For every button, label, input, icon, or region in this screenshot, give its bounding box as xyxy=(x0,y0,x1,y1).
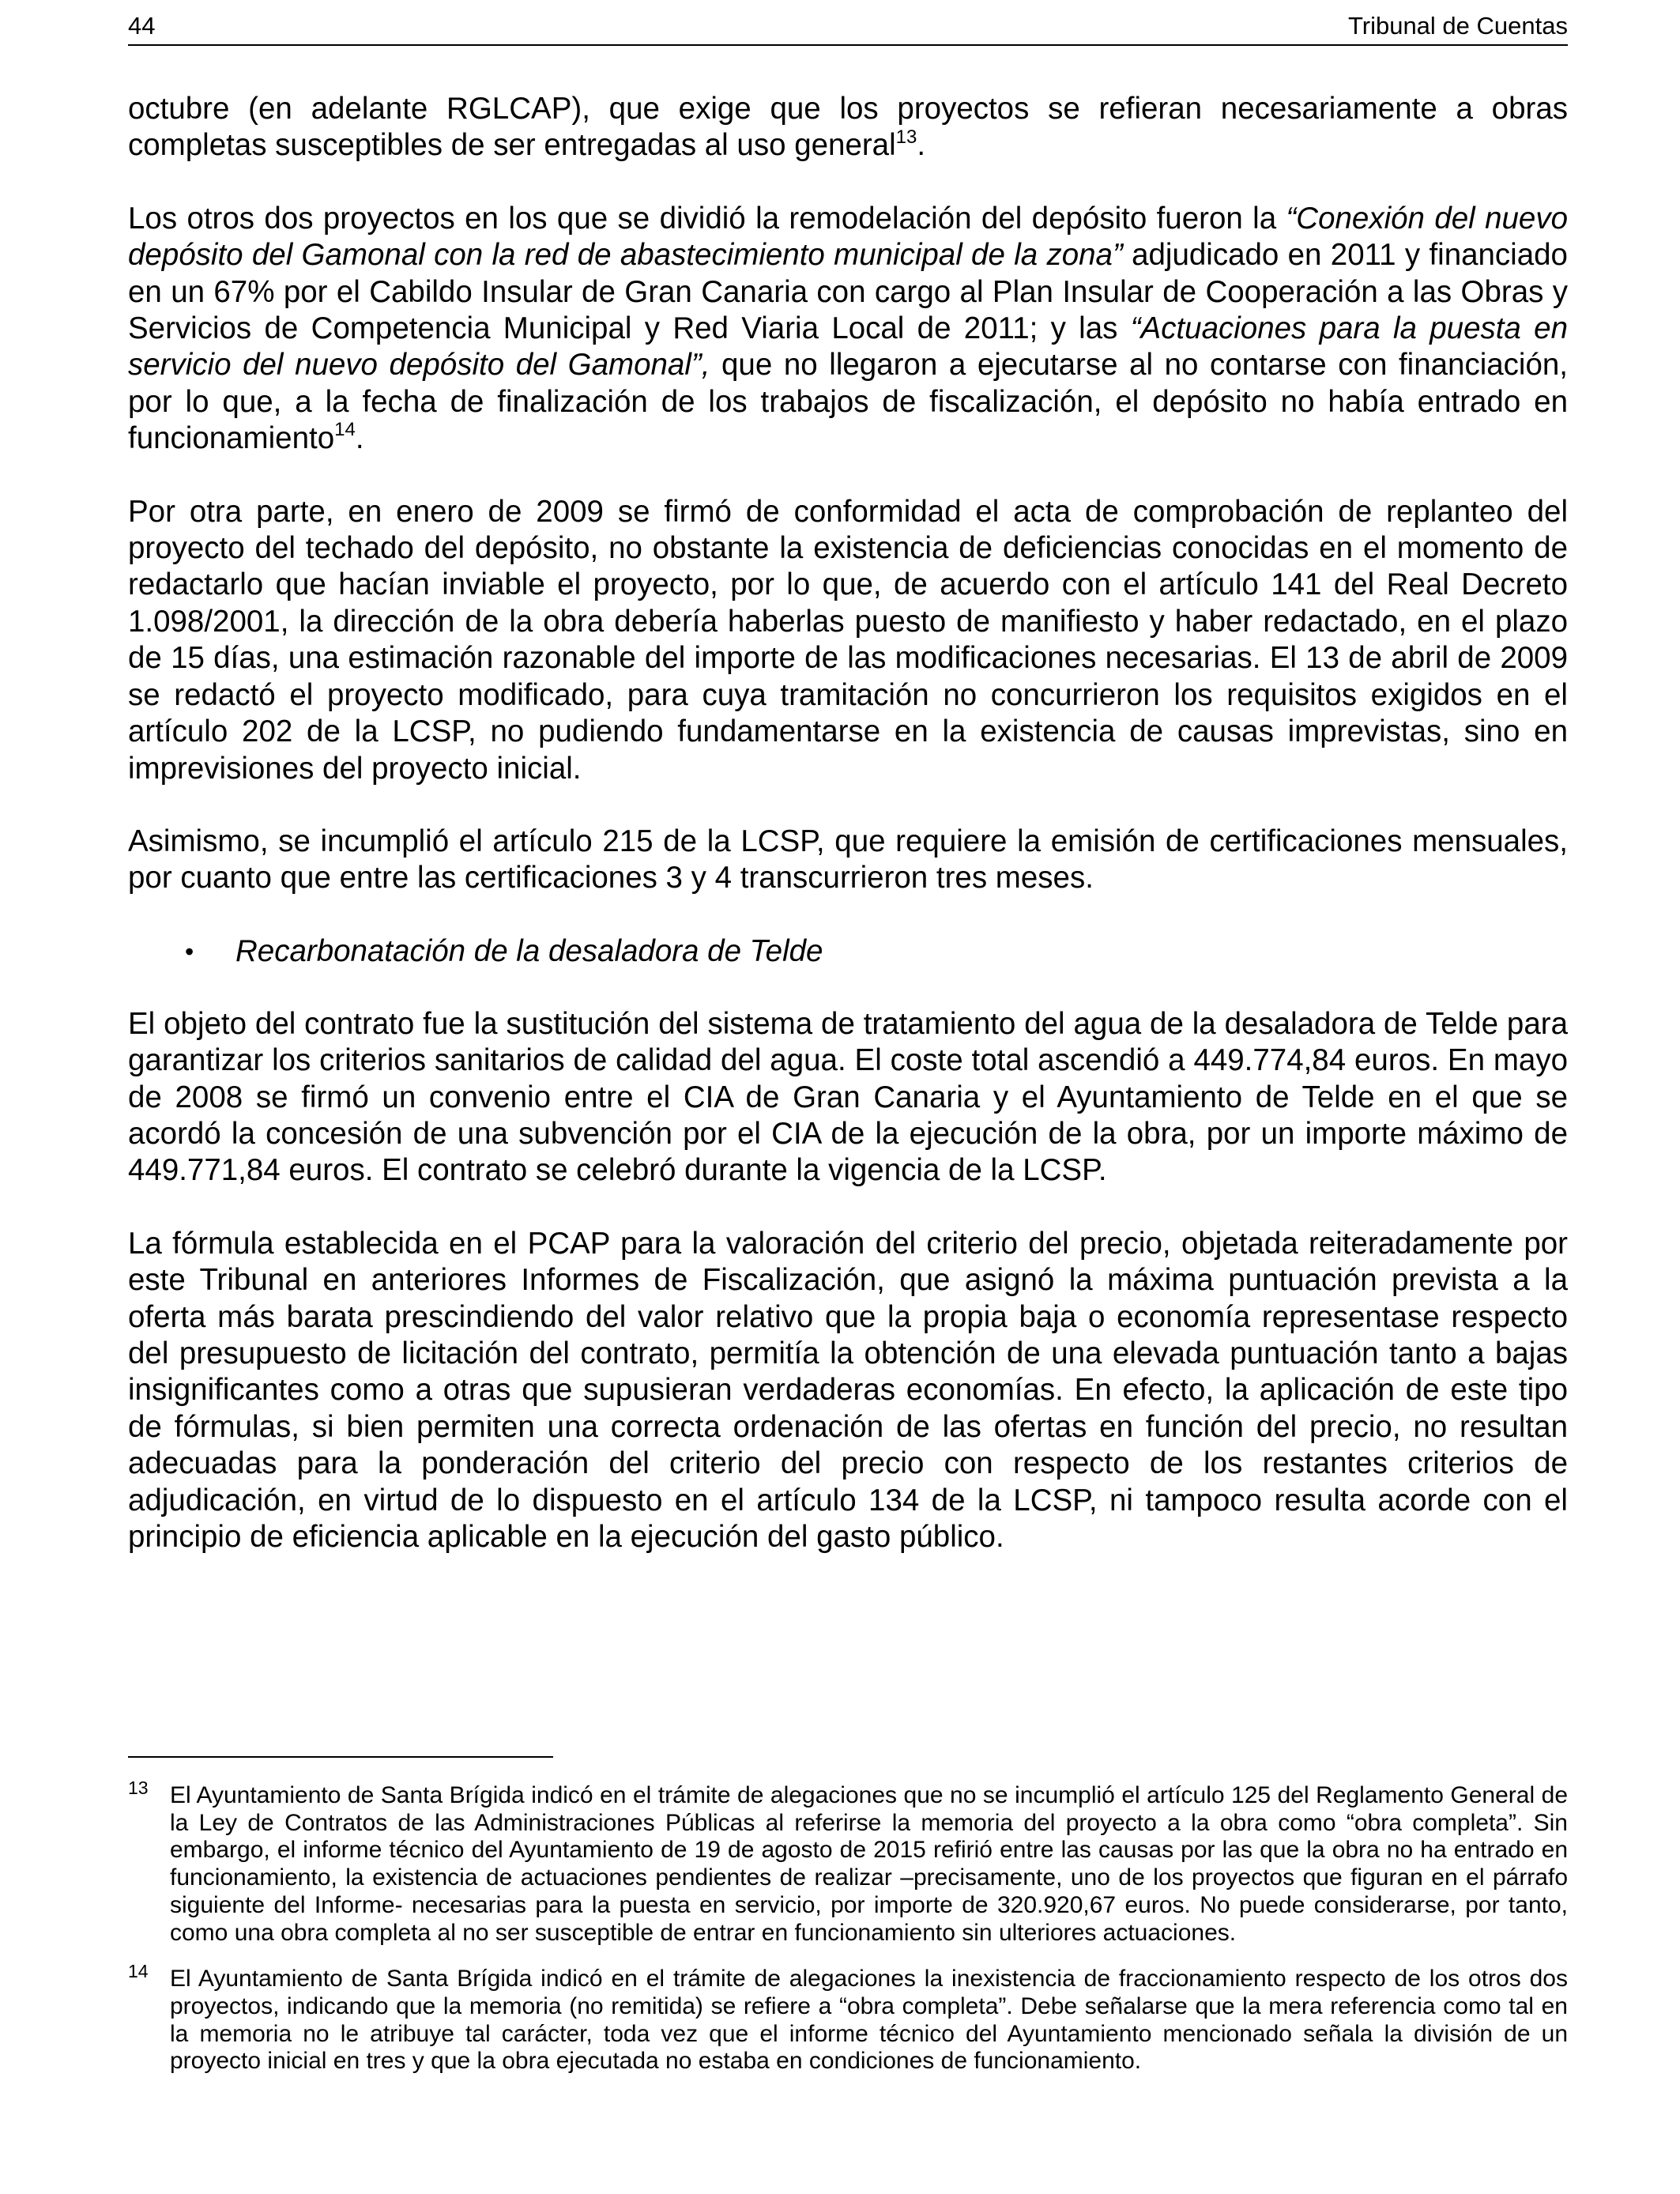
paragraph-end: . xyxy=(917,128,926,163)
footnote-mark: 13 xyxy=(128,1777,149,1798)
paragraph-text: que no llegaron a ejecutarse al no contarse con financiación, por lo que, a la fecha de finalización de los trabajos de fiscalización, el depósito no había entrado en funcionamiento xyxy=(128,348,1568,456)
paragraph-text: adjudicado en 2011 y financiado en un 67% por el Cabildo Insular de Gran Canaria con cargo al Plan Insular de Cooperación a las Obras y Servicios de Competencia Municipal y Red Viaria Local de 2011; y las xyxy=(128,238,1568,346)
bullet-icon: • xyxy=(185,937,194,966)
footnote xyxy=(128,1777,1568,1947)
footnote-text: El Ayuntamiento de Santa Brígida indicó en el trámite de alegaciones la inexistencia de fraccionamiento respecto de los otros dos proyectos, indicando que la memoria (no remitida) se refiere a “obra completa”. Debe señalarse que la mera referencia como tal en la memoria no le atribuye tal carácter, toda vez que el informe técnico del Ayuntamiento mencionado señala la división de un proyecto inicial en tres y que la obra ejecutada no estaba en condiciones de funcionamiento. xyxy=(170,1966,1568,2075)
paragraph xyxy=(128,91,1568,164)
paragraph xyxy=(128,201,1568,458)
footnote-text: El Ayuntamiento de Santa Brígida indicó en el trámite de alegaciones que no se incumplió el artículo 125 del Reglamento General de la Ley de Contratos de las Administraciones Públicas al referirse la memoria del proyecto a la obra como “obra completa”. Sin embargo, el informe técnico del Ayuntamiento de 19 de agosto de 2015 refirió entre las causas por las que la obra no ha entrado en funcionamiento, la existencia de actuaciones pendientes de realizar –precisamente, uno de los proyectos que figuran en el párrafo siguiente del Informe- necesarias para la puesta en servicio, por importe de 320.920,67 euros. No puede considerarse, por tanto, como una obra completa al no ser susceptible de entrar en funcionamiento sin ulteriores actuaciones. xyxy=(170,1782,1568,1946)
footnote-separator xyxy=(128,1756,553,1758)
project-title: “Actuaciones para la puesta en servicio del nuevo depósito del Gamonal”, xyxy=(128,311,1568,383)
footnote-mark: 14 xyxy=(128,1961,149,1982)
paragraph-end: . xyxy=(355,421,364,456)
paragraph-text: octubre (en adelante RGLCAP), que exige que los proyectos se refieran necesariamente a obras completas susceptibles de ser entregadas al uso general xyxy=(128,92,1568,163)
footnote-ref[interactable]: 14 xyxy=(334,419,356,441)
project-title: “Conexión del nuevo depósito del Gamonal con la red de abastecimiento municipal de la zona” xyxy=(128,201,1568,273)
page-header xyxy=(128,8,1568,46)
paragraph: Por otra parte, en enero de 2009 se firmó de conformidad el acta de comprobación de replanteo del proyecto del techado del depósito, no obstante la existencia de deficiencias conocidas en el momento de redactarlo que hacían inviable el proyecto, por lo que, de acuerdo con el artículo 141 del Real Decreto 1.098/2001, la dirección de la obra debería haberlas puesto de manifiesto y haber redactado, en el plazo de 15 días, una estimación razonable del importe de las modificaciones necesarias. El 13 de abril de 2009 se redactó el proyecto modificado, para cuya tramitación no concurrieron los requisitos exigidos en el artículo 202 de la LCSP, no pudiendo fundamentarse en la existencia de causas imprevistas, sino en imprevisiones del proyecto inicial. xyxy=(128,494,1568,786)
footnote-ref[interactable]: 13 xyxy=(895,126,917,148)
paragraph: El objeto del contrato fue la sustitución del sistema de tratamiento del agua de la desaladora de Telde para garantizar los criterios sanitarios de calidad del agua. El coste total ascendió a 449.774,84 euros. En mayo de 2008 se firmó un convenio entre el CIA de Gran Canaria y el Ayuntamiento de Telde en el que se acordó la concesión de una subvención por el CIA de la ejecución de la obra, por un importe máximo de 449.771,84 euros. El contrato se celebró durante la vigencia de la LCSP. xyxy=(128,1006,1568,1188)
paragraph: La fórmula establecida en el PCAP para la valoración del criterio del precio, objetada reiteradamente por este Tribunal en anteriores Informes de Fiscalización, que asignó la máxima puntuación prevista a la oferta más barata prescindiendo del valor relativo que la propia baja o economía representase respecto del presupuesto de licitación del contrato, permitía la obtención de una elevada puntuación tanto a bajas insignificantes como a otras que supusieran verdaderas economías. En efecto, la aplicación de este tipo de fórmulas, si bien permiten una correcta ordenación de las ofertas en función del precio, no resultan adecuadas para la ponderación del criterio del precio con respecto de los restantes criterios de adjudicación, en virtud de lo dispuesto en el artículo 134 de la LCSP, ni tampoco resulta acorde con el principio de eficiencia aplicable en la ejecución del gasto público. xyxy=(128,1226,1568,1554)
footnote xyxy=(128,1961,1568,2075)
header-title: Tribunal de Cuentas xyxy=(1347,12,1568,40)
main-text xyxy=(128,91,1568,1592)
footnotes xyxy=(128,1777,1568,2094)
bullet-item xyxy=(128,933,1568,970)
paragraph-text: Los otros dos proyectos en los que se dividió la remodelación del depósito fueron la xyxy=(128,201,1286,236)
bullet-heading: Recarbonatación de la desaladora de Telde xyxy=(235,933,823,968)
page-number: 44 xyxy=(128,12,156,40)
paragraph: Asimismo, se incumplió el artículo 215 de la LCSP, que requiere la emisión de certificaciones mensuales, por cuanto que entre las certificaciones 3 y 4 transcurrieron tres meses. xyxy=(128,824,1568,895)
